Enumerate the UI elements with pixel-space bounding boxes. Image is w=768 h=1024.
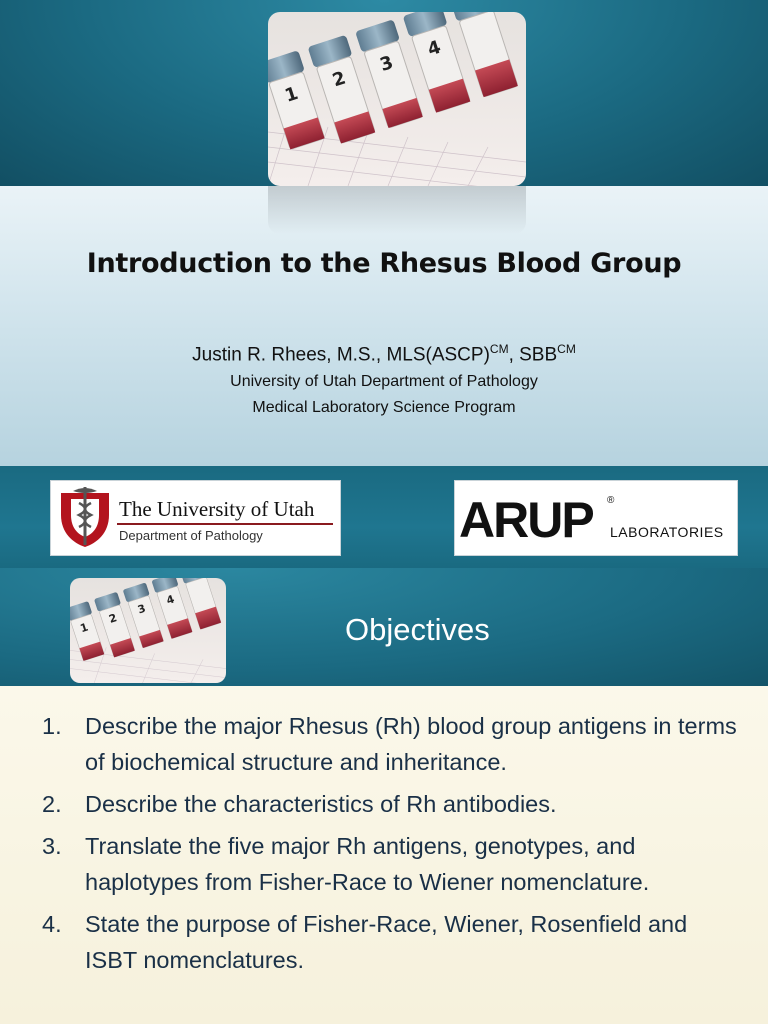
utah-logo-name: The University of Utah [119, 497, 315, 521]
arup-logo-subtitle: LABORATORIES [610, 524, 724, 540]
objective-item [42, 906, 742, 978]
author-credential-sup-1: CM [489, 342, 509, 356]
objective-text: Describe the characteristics of Rh antibodies. [85, 791, 557, 817]
utah-caduceus-icon [55, 485, 115, 551]
vial-label-2: 2 [329, 67, 349, 92]
arup-logo-wordmark: ARUP [459, 492, 593, 548]
vial-label-3: 3 [377, 52, 396, 76]
author-credential-sup-2: CM [557, 342, 576, 356]
objective-number: 4. [42, 911, 62, 937]
objective-number: 3. [42, 833, 62, 859]
objective-number: 2. [42, 791, 62, 817]
presentation-title: Introduction to the Rhesus Blood Group [86, 248, 682, 279]
vial-label-4: 4 [425, 36, 444, 61]
utah-logo-divider [117, 523, 333, 525]
objectives-slide [0, 568, 768, 1024]
objectives-title: Objectives [345, 612, 490, 647]
utah-logo-department: Department of Pathology [119, 528, 263, 543]
author-line [0, 342, 768, 366]
objective-item [42, 708, 742, 780]
arup-registered-mark: ® [607, 495, 615, 506]
photo-reflection [268, 186, 526, 234]
author-name: Justin R. Rhees, M.S., MLS(ASCP) [192, 344, 490, 366]
objective-text: Describe the major Rhesus (Rh) blood group antigens in terms of biochemical structure and inheritance. [85, 713, 737, 775]
objective-item [42, 828, 742, 900]
objective-item [42, 786, 742, 822]
blood-vials-photo [268, 12, 526, 186]
objective-text: Translate the five major Rh antigens, genotypes, and haplotypes from Fisher-Race to Wiener nomenclature. [85, 833, 650, 895]
university-of-utah-logo [50, 480, 341, 556]
affiliation-program: Medical Laboratory Science Program [252, 399, 516, 416]
thumb-vial-label-4: 4 [164, 592, 177, 608]
thumb-vial-label-1: 1 [78, 620, 90, 636]
affiliation-department: University of Utah Department of Pathology [230, 373, 538, 390]
author-credential: , SBB [508, 344, 558, 366]
objective-text: State the purpose of Fisher-Race, Wiener, Rosenfield and ISBT nomenclatures. [85, 911, 688, 973]
objective-number: 1. [42, 713, 62, 739]
thumb-vial-label-2: 2 [107, 611, 119, 626]
blood-vials-thumbnail [70, 578, 226, 683]
vial-label-1: 1 [282, 82, 301, 107]
arup-laboratories-logo [454, 480, 738, 556]
thumb-vial-label-3: 3 [136, 601, 148, 617]
objectives-list [42, 708, 742, 984]
